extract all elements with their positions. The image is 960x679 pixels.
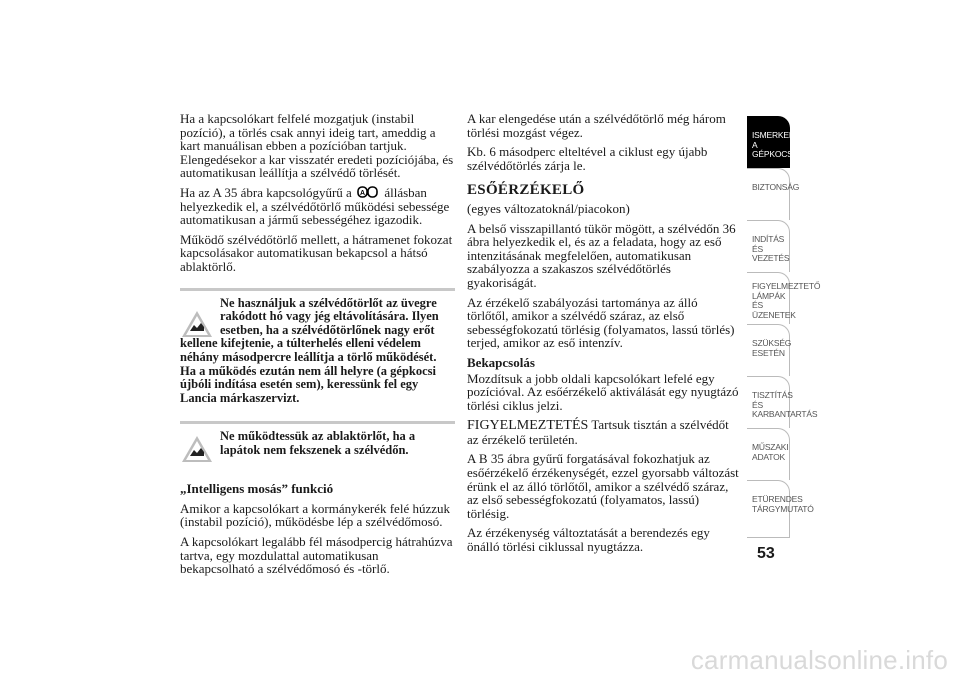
warning-label: FIGYELMEZTETÉS [467,418,589,434]
paragraph: Az érzékelő szabályozási tartománya az álló törlőtől, amikor a szélvédő száraz, az első sebességfokozatú törlésig (folyamatos, lassú törlés) terjed, amikor az eső intenzív. [467,294,735,351]
paragraph: Mozdítsuk a jobb oldali kapcsolókart lefelé egy pozícióval. Az esőérzékelő aktiválását egy nyugtázó törlési ciklus jelzi. [467,370,739,413]
paragraph: Kb. 6 másodperc elteltével a ciklust egy újabb szélvédőtörlés zárja le. [467,144,708,173]
tab-biztonsag[interactable]: BIZTONSÁG [747,168,790,220]
subheading: „Intelligens mosás” funkció [180,481,334,497]
section-heading: ESŐÉRZÉKELŐ [467,182,585,199]
warning-box [180,421,455,466]
tab-ismerkedes[interactable]: ISMERKEDÉS A GÉPKOCSIVAL [747,116,790,168]
tab-tisztitas[interactable]: TISZTÍTÁS ÉS KARBANTARTÁS [747,376,790,428]
tab-figyelmezteto[interactable]: FIGYELMEZTETŐ LÁMPÁK ÉS ÜZENETEK [747,272,790,324]
tab-inditas[interactable]: INDÍTÁS ÉS VEZETÉS [747,220,790,272]
paragraph: Az érzékenység változtatását a berendezés egy önálló törlési ciklussal nyugtázza. [467,525,710,555]
warning-text: Ne működtessük az ablaktörlőt, ha a lapátok nem fekszenek a szélvédőn. [220,429,416,457]
auto-wiper-icon [357,186,379,199]
paragraph: A B 35 ábra gyűrű forgatásával fokozhatjuk az esőérzékelő érzékenységét, ezzel gyorsabb változást érünk el az álló törlőtől, amikor a szélvédő száraz, az első sebességfokozatú (folyamatos, lassú) törlésig. [467,451,739,521]
paragraph: (egyes változatoknál/piacokon) [467,200,630,216]
tab-muszaki[interactable]: MŰSZAKI ADATOK [747,428,790,480]
paragraph: FIGYELMEZTETÉS Tartsuk tisztán a szélvédőt az érzékelő területén. [467,417,729,447]
warning-triangle-icon [180,434,214,464]
chapter-sidebar [747,116,821,538]
warning-text: kellene kifejtenie, a túlterhelés elleni védelem néhány másodpercre leállítja a törlő működését. Ha a működés ezután nem áll helyre (a gépkocsi újbóli indítása esetén sem), keressünk fel egy Lancia márkaszervizt. [180,336,437,405]
paragraph: A kar elengedése után a szélvédőtörlő még három törlési mozgást végez. [467,111,726,140]
right-column [467,112,742,560]
watermark: carmanualsonline.info [690,645,948,675]
warning-text: Ne használjuk a szélvédőtörlőt az üvegre rakódott hó vagy jég eltávolítására. Ilyen esetben, ha a szélvédőtörlőnek nagy erőt [220,295,439,337]
paragraph: Amikor a kapcsolókart a kormánykerék felé húzzuk (instabil pozíció), működésbe lép a szélvédőmosó. [180,500,451,530]
svg-text:A: A [360,189,366,197]
tab-targymutato[interactable]: ETÜRENDES TÁRGYMUTATÓ [747,480,790,538]
paragraph: A kapcsolókart legalább fél másodpercig hátrahúzva tartva, egy mozdulattal automatikusan bekapcsolható a szélvédőmosó és -törlő. [180,534,453,577]
paragraph: Ha az A 35 ábra kapcsológyűrű a A állásban helyezkedik el, a szélvédőtörlő működési sebessége automatikusan a jármű sebességéhez igazodik. [180,184,450,228]
warning-box [180,288,455,406]
paragraph: Ha a kapcsolókart felfelé mozgatjuk (instabil pozíció), a törlés csak annyi ideig tart, ameddig a kart manuálisan ebben a pozícióban tartjuk. Elengedésekor a kar visszatér eredeti pozíciójába, és automatikusan leállítja a szélvédő törlését. [180,111,454,181]
page-number: 53 [757,545,775,562]
paragraph: Működő szélvédőtörlő mellett, a hátramenet fokozat kapcsolásakor automatikusan bekapcsol a hátsó ablaktörlő. [180,231,453,274]
warning-triangle-icon [180,309,214,339]
subheading: Bekapcsolás [467,354,535,370]
paragraph: A belső visszapillantó tükör mögött, a szélvédőn 36 ábra helyezkedik el, és az a feladata, hogy az eső intenzitásának megfelelően, automatikusan szabályozza a szakaszos szélvédőtörlés gyakoriságát. [467,220,736,290]
left-column [180,112,455,582]
tab-szukseg[interactable]: SZÜKSÉG ESETÉN [747,324,790,376]
